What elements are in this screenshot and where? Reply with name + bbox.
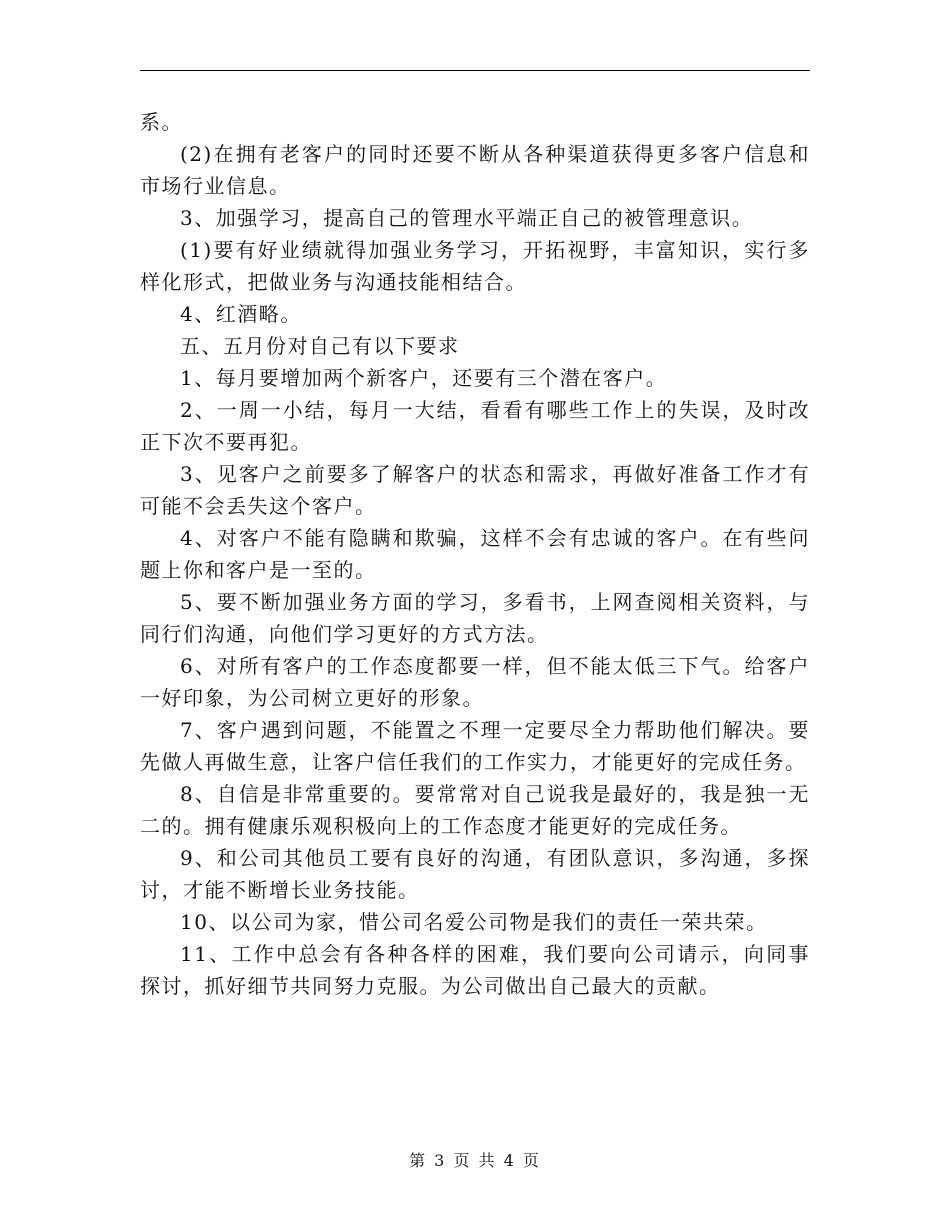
paragraph: 五、五月份对自己有以下要求 [180,334,460,358]
paragraph: 5、要不断加强业务方面的学习，多看书，上网查阅相关资料，与同行们沟通，向他们学习更好的方式方法。 [140,590,810,646]
paragraph: 4、红酒略。 [180,302,302,326]
paragraph: 8、自信是非常重要的。要常常对自己说我是最好的，我是独一无二的。拥有健康乐观积极向上的工作态度才能更好的完成任务。 [140,782,810,838]
paragraph: 3、加强学习，提高自己的管理水平端正自己的被管理意识。 [180,206,754,230]
paragraph: (1)要有好业绩就得加强业务学习，开拓视野，丰富知识，实行多样化形式，把做业务与沟通技能相结合。 [140,238,810,294]
document-body [140,106,810,1002]
paragraph: 1、每月要增加两个新客户，还要有三个潜在客户。 [180,366,668,390]
paragraph: 11、工作中总会有各种各样的困难，我们要向公司请示，向同事探讨，抓好细节共同努力克服。为公司做出自己最大的贡献。 [140,942,810,998]
paragraph: 系。 [140,110,183,134]
paragraph: 10、以公司为家，惜公司名爱公司物是我们的责任一荣共荣。 [180,910,768,934]
paragraph: 9、和公司其他员工要有良好的沟通，有团队意识，多沟通，多探讨，才能不断增长业务技能。 [140,846,810,902]
paragraph: 7、客户遇到问题，不能置之不理一定要尽全力帮助他们解决。要先做人再做生意，让客户信任我们的工作实力，才能更好的完成任务。 [140,718,810,774]
page-footer: 第 3 页 共 4 页 [409,1151,541,1170]
paragraph: (2)在拥有老客户的同时还要不断从各种渠道获得更多客户信息和市场行业信息。 [140,142,810,198]
header-rule [140,70,810,71]
paragraph: 6、对所有客户的工作态度都要一样，但不能太低三下气。给客户一好印象，为公司树立更好的形象。 [140,654,810,710]
paragraph: 2、一周一小结，每月一大结，看看有哪些工作上的失误，及时改正下次不要再犯。 [140,398,810,454]
paragraph: 4、对客户不能有隐瞒和欺骗，这样不会有忠诚的客户。在有些问题上你和客户是一至的。 [140,526,810,582]
paragraph: 3、见客户之前要多了解客户的状态和需求，再做好准备工作才有可能不会丢失这个客户。 [140,462,810,518]
